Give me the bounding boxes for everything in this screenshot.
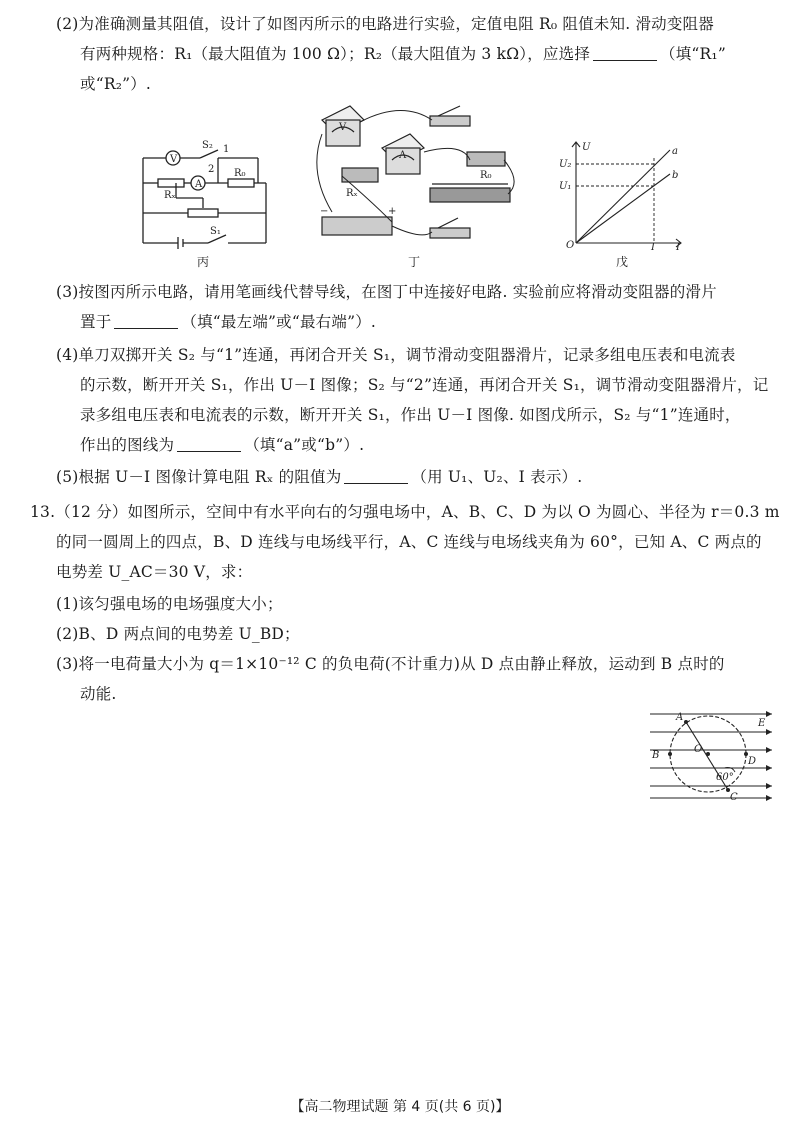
q12-part3-line2-tail: （填“最左端”或“最右端”）.	[181, 313, 377, 331]
q12-part2-line2	[80, 42, 726, 64]
page-footer: 【高二物理试题 第 4 页(共 6 页)】	[290, 1099, 510, 1115]
q12-part3-line1: (3)按图丙所示电路，请用笔画线代替导线，在图丁中连接好电路. 实验前应将滑动变阻器的滑片	[56, 283, 717, 301]
label-s2: S₂	[202, 140, 213, 151]
q12-part4-line4-text: 作出的图线为	[80, 436, 175, 454]
q12-part3-line2-text: 置于	[80, 313, 112, 331]
q12-part4-line4-tail: （填“a”或“b”）.	[244, 436, 365, 454]
ding-label-minus: −	[320, 206, 329, 217]
ding-label-v: V	[339, 122, 347, 133]
q12-part5-text: (5)根据 U－I 图像计算电阻 Rₓ 的阻值为	[56, 468, 342, 486]
caption-wu: 戊	[616, 255, 629, 269]
wu-label-u2: U₂	[559, 159, 572, 170]
wu-label-a: a	[672, 146, 678, 157]
field-label-b: B	[652, 750, 660, 761]
q12-part4-line2: 的示数，断开开关 S₁，作出 U－I 图像；S₂ 与“2”连通，再闭合开关 S₁，调节滑动变阻器滑片，记	[80, 376, 769, 394]
q12-part2-line2-tail: （填“R₁”	[660, 45, 726, 63]
label-r0: R₀	[234, 168, 246, 179]
wu-label-u1: U₁	[559, 181, 572, 192]
ding-label-plus: +	[388, 206, 397, 217]
field-label-c: C	[730, 792, 738, 803]
caption-bing: 丙	[197, 255, 210, 269]
q13-sub3: (3)将一电荷量大小为 q＝1×10⁻¹² C 的负电荷(不计重力)从 D 点由静止释放，运动到 B 点时的	[56, 655, 725, 673]
field-label-a: A	[676, 712, 684, 723]
q13-sub3-cont: 动能.	[80, 685, 117, 703]
q13-sub2: (2)B、D 两点间的电势差 U_BD；	[56, 625, 300, 643]
q12-part4-line4	[80, 433, 364, 455]
wu-label-u: U	[582, 142, 591, 153]
label-s1: S₁	[210, 226, 221, 237]
q13-line3: 电势差 U_AC＝30 V，求：	[56, 563, 253, 581]
label-1: 1	[223, 144, 230, 155]
q12-part2-line3: 或“R₂”）.	[80, 75, 152, 93]
figure-electric-field	[640, 706, 780, 806]
figure-bing-circuit	[128, 138, 278, 268]
q12-part5	[56, 465, 582, 487]
answer-blank-2[interactable]	[114, 314, 178, 329]
q13-line1: 13.（12 分）如图所示，空间中有水平向右的匀强电场中，A、B、C、D 为以 O 为圆心、半径为 r＝0.3 m	[30, 503, 780, 521]
answer-blank-1[interactable]	[593, 46, 657, 61]
q12-part2-line2-text: 有两种规格：R₁（最大阻值为 100 Ω）；R₂（最大阻值为 3 kΩ），应选择	[80, 45, 591, 63]
label-rx: Rₓ	[164, 190, 176, 201]
q13-line2: 的同一圆周上的四点，B、D 连线与电场线平行，A、C 连线与电场线夹角为 60°，已知 A、C 两点的	[56, 533, 762, 551]
q12-part2-line1: (2)为准确测量其阻值，设计了如图丙所示的电路进行实验，定值电阻 R₀ 阻值未知. 滑动变阻器	[56, 15, 714, 33]
label-a: A	[195, 179, 203, 190]
q12-part5-tail: （用 U₁、U₂、I 表示）.	[411, 468, 583, 486]
label-v: V	[170, 154, 178, 165]
answer-blank-4[interactable]	[344, 469, 408, 484]
q12-part4-line1: (4)单刀双掷开关 S₂ 与“1”连通，再闭合开关 S₁，调节滑动变阻器滑片，记录多组电压表和电流表	[56, 346, 736, 364]
figure-wu-graph	[556, 138, 686, 250]
field-label-o: O	[694, 744, 703, 755]
wu-label-i-tick: I	[651, 242, 655, 250]
q12-part4-line3: 录多组电压表和电流表的示数，断开开关 S₁，作出 U－I 图像. 如图戊所示，S₂ 与“1”连通时，	[80, 406, 741, 424]
figure-ding-apparatus	[312, 102, 527, 252]
rx-resistor	[158, 179, 184, 187]
answer-blank-3[interactable]	[177, 437, 241, 452]
wu-label-o: O	[566, 240, 575, 250]
label-2: 2	[208, 164, 215, 175]
ding-label-r0: R₀	[480, 170, 492, 181]
r0-resistor	[228, 179, 254, 187]
ding-label-a: A	[399, 150, 407, 161]
field-label-e: E	[758, 718, 766, 729]
ding-label-rx: Rₓ	[346, 188, 358, 199]
rheostat-symbol	[188, 209, 218, 217]
wu-label-b: b	[672, 170, 679, 181]
q12-part3-line2	[80, 310, 376, 332]
field-label-angle: 60°	[716, 772, 734, 783]
line-b	[576, 174, 670, 243]
field-label-d: D	[748, 756, 757, 767]
q13-sub1: (1)该匀强电场的电场强度大小；	[56, 595, 283, 613]
caption-ding: 丁	[408, 255, 421, 269]
wu-label-i-axis: I	[676, 242, 680, 250]
